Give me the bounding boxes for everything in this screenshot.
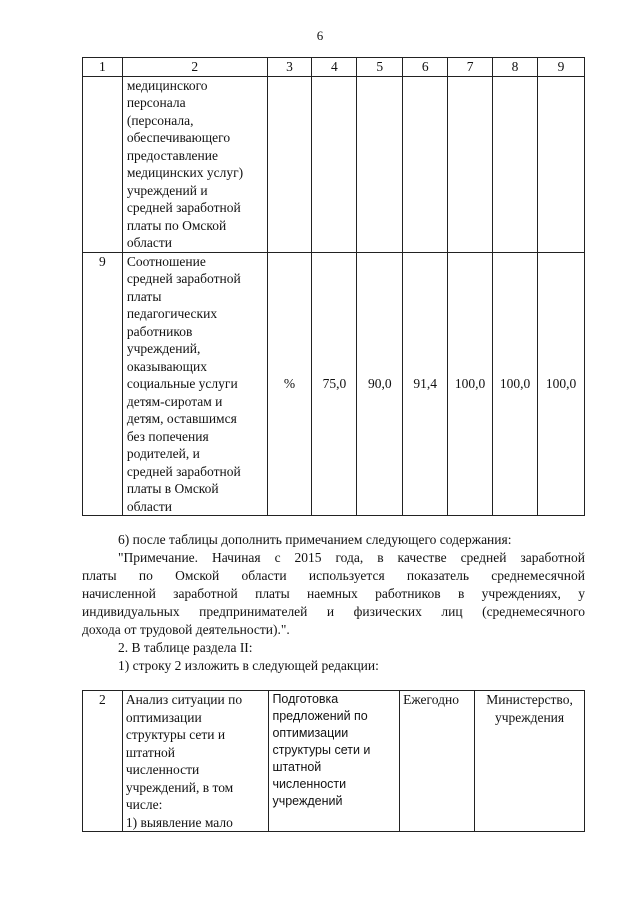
header-cell: 7 (448, 58, 493, 77)
table-row-9 (83, 252, 585, 516)
text-line: учреждений (272, 794, 343, 808)
unit-cell: % (267, 252, 312, 516)
paragraph-amendment-6: 6) после таблицы дополнить примечанием следующего содержания: (118, 532, 512, 547)
text-line: платы (126, 288, 162, 304)
header-cell: 5 (357, 58, 403, 77)
text-line: средней заработной (126, 271, 241, 286)
activity-cell (122, 691, 269, 832)
period-cell: Ежегодно (400, 691, 475, 832)
text-line: предложений по (272, 709, 368, 723)
empty-cell (538, 76, 585, 252)
text-line: Соотношение (126, 253, 206, 269)
note-line: индивидуальных предпринимателей и физических лиц (среднемесячного (82, 604, 585, 619)
text-line: структуры сети и (125, 727, 226, 742)
text-line: учреждения (494, 709, 565, 725)
text-line: медицинского (126, 77, 208, 93)
text-line: детям, оставшимся (126, 411, 237, 426)
text-line: области (126, 235, 172, 250)
header-cell: 2 (122, 58, 267, 77)
empty-cell (493, 76, 538, 252)
empty-cell (312, 76, 357, 252)
text-line: предоставление (126, 147, 218, 163)
text-line: учреждений и (126, 182, 208, 198)
value-cell: 75,0 (312, 252, 357, 516)
text-line: численности (125, 762, 200, 777)
row-number: 2 (83, 691, 123, 832)
text-line: Министерство, (486, 692, 573, 707)
value-cell: 91,4 (403, 252, 448, 516)
empty-cell (448, 76, 493, 252)
text-line: (персонала, (126, 112, 194, 128)
text-line: медицинских услуг) (126, 165, 244, 180)
text-line: без попечения (126, 428, 209, 444)
responsible-cell (475, 691, 585, 832)
value-cell: 100,0 (448, 252, 493, 516)
header-cell: 1 (83, 58, 123, 77)
text-line: родителей, и (126, 446, 200, 461)
indicator-name-cell (122, 76, 267, 252)
empty-cell (403, 76, 448, 252)
text-line: средней заработной (126, 200, 241, 215)
text-line: средней заработной (126, 463, 241, 479)
header-cell: 6 (403, 58, 448, 77)
paragraph-note (82, 549, 585, 639)
result-cell (269, 691, 400, 832)
note-line: дохода от трудовой деятельности).". (82, 622, 290, 637)
note-line: "Примечание. Начиная с 2015 года, в качестве средней заработной (118, 550, 585, 565)
text-line: Анализ ситуации по (125, 692, 243, 707)
text-line: обеспечивающего (126, 130, 231, 145)
text-line: учреждений, в том (125, 779, 234, 795)
text-line: педагогических (126, 306, 218, 321)
text-line: оптимизации (125, 709, 202, 725)
table-header-row (83, 58, 585, 77)
indicators-table (82, 57, 585, 516)
text-line: работников (126, 323, 193, 339)
note-line: начисленной заработной платы наемных работников в учреждениях, у (82, 586, 585, 601)
empty-cell (267, 76, 312, 252)
text-line: оказывающих (126, 358, 207, 374)
header-cell: 4 (312, 58, 357, 77)
empty-cell (357, 76, 403, 252)
num-cell (83, 76, 123, 252)
paragraph-row-2-edit: 1) строку 2 изложить в следующей редакции: (118, 658, 379, 673)
text-line: персонала (126, 95, 186, 110)
text-line: структуры сети и (272, 743, 371, 757)
text-line: области (126, 498, 172, 514)
header-cell: 9 (538, 58, 585, 77)
text-line: социальные услуги (126, 376, 238, 391)
text-line: числе: (125, 797, 163, 812)
section-2-table (82, 690, 585, 832)
note-line: платы по Омской области используется показатель среднемесячной (82, 568, 585, 583)
row-number: 9 (83, 252, 123, 516)
page-number: 6 (316, 28, 324, 43)
text-line: Подготовка (272, 692, 339, 706)
table-row-2 (83, 691, 585, 832)
text-line: платы по Омской (126, 217, 227, 233)
text-line: 1) выявление мало (125, 814, 233, 830)
header-cell: 3 (267, 58, 312, 77)
text-line: штатной (272, 760, 322, 774)
text-line: штатной (125, 744, 176, 760)
paragraph-section-2: 2. В таблице раздела II: (118, 640, 253, 655)
text-line: платы в Омской (126, 481, 219, 496)
header-cell: 8 (493, 58, 538, 77)
text-line: оптимизации (272, 726, 349, 740)
value-cell: 100,0 (493, 252, 538, 516)
text-line: численности (272, 777, 347, 791)
text-line: учреждений, (126, 341, 201, 356)
value-cell: 100,0 (538, 252, 585, 516)
indicator-name-cell (122, 252, 267, 516)
table-row-continued (83, 76, 585, 252)
text-line: детям-сиротам и (126, 393, 223, 409)
value-cell: 90,0 (357, 252, 403, 516)
